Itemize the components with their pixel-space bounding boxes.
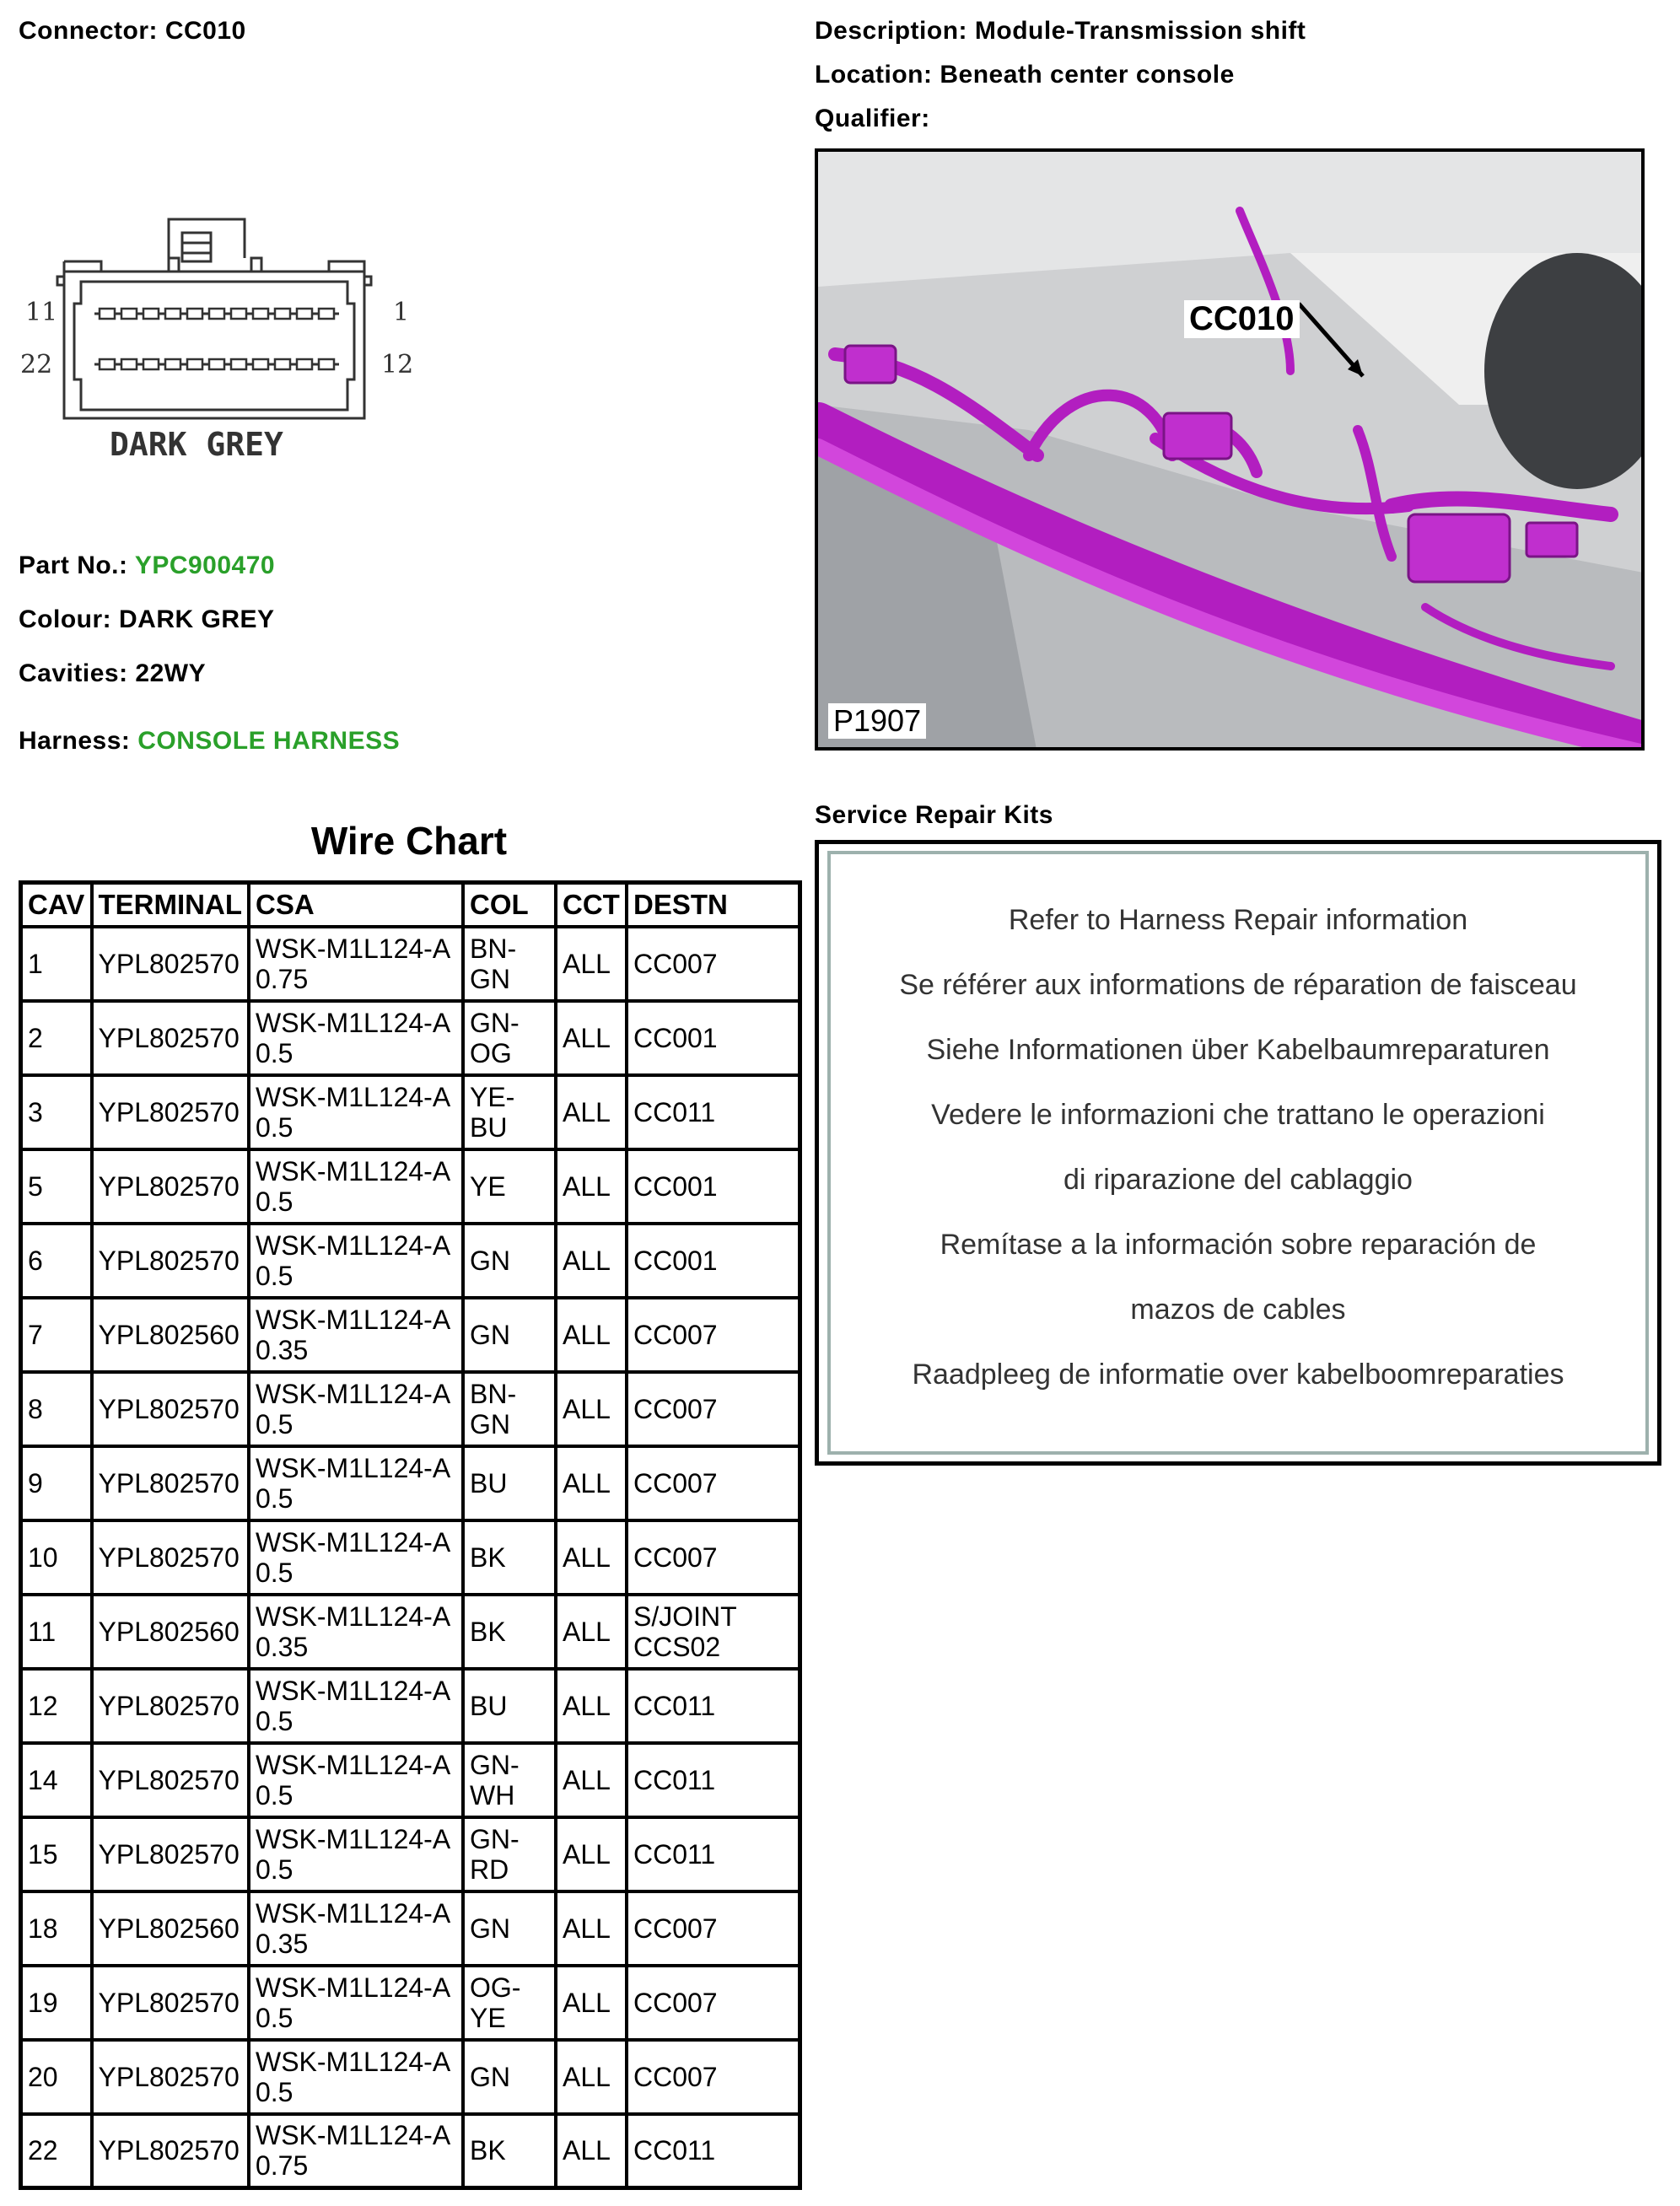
location-value: Beneath center console (940, 61, 1235, 89)
cell-cav: 10 (21, 1520, 92, 1595)
kits-line: mazos de cables (1130, 1294, 1346, 1326)
kits-line: Remítase a la información sobre reparación de (940, 1229, 1537, 1261)
cell-cct: ALL (556, 1446, 627, 1520)
cell-terminal: YPL802570 (92, 1669, 249, 1743)
column-header-terminal: TERMINAL (92, 883, 249, 927)
wire-chart-row (21, 1001, 800, 1075)
description-label: Description: (815, 17, 968, 45)
harness-line (19, 727, 400, 756)
kits-line: Se référer aux informations de réparation de faisceau (899, 969, 1577, 1001)
cell-cct: ALL (556, 1595, 627, 1669)
cell-csa: WSK-M1L124-A 0.5 (249, 1224, 463, 1298)
cell-cct: ALL (556, 1817, 627, 1891)
cell-csa: WSK-M1L124-A 0.5 (249, 1966, 463, 2040)
kits-line: di riparazione del cablaggio (1063, 1164, 1413, 1196)
wire-chart-row (21, 1298, 800, 1372)
connector-id: CC010 (164, 17, 246, 45)
cell-col: BK (463, 2114, 556, 2188)
column-header-destn: DESTN (627, 883, 800, 927)
cell-cct: ALL (556, 927, 627, 1001)
cell-cav: 8 (21, 1372, 92, 1446)
cavities-label: Cavities: (19, 659, 128, 687)
cell-cav: 3 (21, 1075, 92, 1149)
cell-destn: CC011 (627, 1669, 800, 1743)
cell-terminal: YPL802560 (92, 1298, 249, 1372)
cell-col: BN- GN (463, 1372, 556, 1446)
cell-terminal: YPL802570 (92, 1817, 249, 1891)
cell-cav: 6 (21, 1224, 92, 1298)
connector-face-diagram (17, 211, 422, 481)
service-kits-panel (815, 840, 1661, 1466)
cell-csa: WSK-M1L124-A 0.5 (249, 2040, 463, 2114)
service-kits-title: Service Repair Kits (815, 801, 1053, 829)
cell-terminal: YPL802570 (92, 2114, 249, 2188)
column-header-col: COL (463, 883, 556, 927)
cell-cct: ALL (556, 1520, 627, 1595)
cell-csa: WSK-M1L124-A 0.5 (249, 1075, 463, 1149)
cell-csa: WSK-M1L124-A 0.75 (249, 2114, 463, 2188)
cell-col: BU (463, 1446, 556, 1520)
part-number-link[interactable]: YPC900470 (134, 552, 276, 579)
cell-col: GN- RD (463, 1817, 556, 1891)
connector-location-photo (815, 148, 1645, 751)
cell-destn: CC007 (627, 1446, 800, 1520)
cell-terminal: YPL802570 (92, 1149, 249, 1224)
wire-chart-row (21, 1817, 800, 1891)
cell-csa: WSK-M1L124-A 0.5 (249, 1372, 463, 1446)
wire-chart-row (21, 1446, 800, 1520)
cell-csa: WSK-M1L124-A 0.5 (249, 1743, 463, 1817)
kits-line: Siehe Informationen über Kabelbaumreparaturen (926, 1034, 1550, 1066)
column-header-cct: CCT (556, 883, 627, 927)
cell-csa: WSK-M1L124-A 0.5 (249, 1446, 463, 1520)
cell-terminal: YPL802560 (92, 1891, 249, 1966)
cell-cav: 2 (21, 1001, 92, 1075)
part-number-label: Part No.: (19, 552, 128, 579)
cell-col: GN (463, 1891, 556, 1966)
cell-cct: ALL (556, 1372, 627, 1446)
cell-col: BK (463, 1595, 556, 1669)
cavities-value: 22WY (135, 659, 207, 687)
cell-cct: ALL (556, 1001, 627, 1075)
location-illustration (818, 152, 1645, 751)
cell-destn: CC007 (627, 1966, 800, 2040)
cell-cav: 19 (21, 1966, 92, 2040)
cell-csa: WSK-M1L124-A 0.5 (249, 1520, 463, 1595)
cell-destn: CC001 (627, 1224, 800, 1298)
cell-csa: WSK-M1L124-A 0.35 (249, 1298, 463, 1372)
cell-cct: ALL (556, 1075, 627, 1149)
wire-chart-row (21, 1520, 800, 1595)
cell-cct: ALL (556, 2114, 627, 2188)
cell-col: BK (463, 1520, 556, 1595)
wire-chart-row (21, 2040, 800, 2114)
wire-chart-row (21, 1595, 800, 1669)
locator-callout-label: CC010 (1184, 300, 1300, 338)
cell-terminal: YPL802570 (92, 1224, 249, 1298)
cell-destn: CC007 (627, 2040, 800, 2114)
cell-cct: ALL (556, 1891, 627, 1966)
wire-chart-row (21, 1891, 800, 1966)
cell-terminal: YPL802570 (92, 1372, 249, 1446)
cell-terminal: YPL802570 (92, 1743, 249, 1817)
connector-color-caption: DARK GREY (110, 426, 283, 463)
cell-terminal: YPL802560 (92, 1595, 249, 1669)
harness-label: Harness: (19, 727, 131, 755)
cell-csa: WSK-M1L124-A 0.35 (249, 1595, 463, 1669)
cell-destn: CC007 (627, 1372, 800, 1446)
cell-destn: CC007 (627, 1298, 800, 1372)
kits-line: Refer to Harness Repair information (1008, 904, 1468, 936)
cell-col: GN- OG (463, 1001, 556, 1075)
cell-cav: 1 (21, 927, 92, 1001)
cell-csa: WSK-M1L124-A 0.5 (249, 1001, 463, 1075)
qualifier-line (815, 105, 930, 133)
wire-chart-row (21, 1743, 800, 1817)
wire-chart-row (21, 1372, 800, 1446)
cell-cct: ALL (556, 1743, 627, 1817)
cell-destn: CC007 (627, 927, 800, 1001)
cell-destn: CC011 (627, 2114, 800, 2188)
cell-cav: 9 (21, 1446, 92, 1520)
cell-terminal: YPL802570 (92, 1075, 249, 1149)
cell-cct: ALL (556, 2040, 627, 2114)
cell-col: YE (463, 1149, 556, 1224)
harness-link[interactable]: CONSOLE HARNESS (137, 727, 401, 755)
pin-label-left-bottom: 22 (20, 350, 53, 379)
cell-col: GN (463, 2040, 556, 2114)
cell-csa: WSK-M1L124-A 0.35 (249, 1891, 463, 1966)
cell-cav: 14 (21, 1743, 92, 1817)
connector-outline-graphic (17, 211, 422, 481)
cell-cav: 11 (21, 1595, 92, 1669)
cell-cav: 22 (21, 2114, 92, 2188)
cell-cct: ALL (556, 1669, 627, 1743)
cell-terminal: YPL802570 (92, 1520, 249, 1595)
cell-cct: ALL (556, 1966, 627, 2040)
wire-chart-row (21, 1224, 800, 1298)
cell-destn: CC011 (627, 1075, 800, 1149)
cell-destn: CC007 (627, 1891, 800, 1966)
description-line (815, 17, 1306, 46)
cell-destn: S/JOINT CCS02 (627, 1595, 800, 1669)
cell-terminal: YPL802570 (92, 1446, 249, 1520)
cell-col: BU (463, 1669, 556, 1743)
column-header-cav: CAV (21, 883, 92, 927)
cell-cav: 15 (21, 1817, 92, 1891)
colour-label: Colour: (19, 605, 112, 633)
kits-line: Raadpleeg de informatie over kabelboomreparaties (912, 1359, 1564, 1391)
pin-label-left-top: 11 (25, 298, 58, 327)
cell-csa: WSK-M1L124-A 0.5 (249, 1669, 463, 1743)
wire-chart-row (21, 927, 800, 1001)
cell-col: GN (463, 1298, 556, 1372)
cell-destn: CC001 (627, 1149, 800, 1224)
wire-chart-row (21, 1149, 800, 1224)
wire-chart-row (21, 1669, 800, 1743)
cell-terminal: YPL802570 (92, 2040, 249, 2114)
wire-chart-table (19, 880, 802, 2190)
kits-line: Vedere le informazioni che trattano le operazioni (931, 1099, 1545, 1131)
column-header-csa: CSA (249, 883, 463, 927)
wire-chart-row (21, 2114, 800, 2188)
cell-col: BN- GN (463, 927, 556, 1001)
cell-col: GN (463, 1224, 556, 1298)
description-value: Module-Transmission shift (974, 17, 1306, 45)
cell-destn: CC007 (627, 1520, 800, 1595)
cell-csa: WSK-M1L124-A 0.75 (249, 927, 463, 1001)
cell-cct: ALL (556, 1224, 627, 1298)
cell-destn: CC011 (627, 1817, 800, 1891)
part-number-line (19, 552, 275, 580)
cell-destn: CC001 (627, 1001, 800, 1075)
cell-csa: WSK-M1L124-A 0.5 (249, 1817, 463, 1891)
cell-terminal: YPL802570 (92, 1966, 249, 2040)
connector-label: Connector: (19, 17, 158, 45)
service-kits-text (831, 888, 1645, 1407)
location-line (815, 61, 1235, 89)
cell-cav: 12 (21, 1669, 92, 1743)
image-reference-code: P1907 (828, 703, 926, 739)
colour-value: DARK GREY (118, 605, 275, 633)
pin-label-right-bottom: 12 (381, 350, 414, 379)
connector-heading (19, 17, 246, 46)
cell-cav: 20 (21, 2040, 92, 2114)
cavities-line (19, 659, 206, 688)
cell-csa: WSK-M1L124-A 0.5 (249, 1149, 463, 1224)
wire-chart-row (21, 1966, 800, 2040)
colour-line (19, 605, 275, 634)
cell-col: GN- WH (463, 1743, 556, 1817)
cell-cav: 7 (21, 1298, 92, 1372)
cell-terminal: YPL802570 (92, 927, 249, 1001)
qualifier-label: Qualifier: (815, 105, 930, 132)
wire-chart-header-row (21, 883, 800, 927)
cell-col: YE- BU (463, 1075, 556, 1149)
cell-col: OG- YE (463, 1966, 556, 2040)
cell-cct: ALL (556, 1149, 627, 1224)
cell-cct: ALL (556, 1298, 627, 1372)
location-label: Location: (815, 61, 933, 89)
wire-chart-title: Wire Chart (310, 819, 508, 863)
cell-cav: 18 (21, 1891, 92, 1966)
cell-cav: 5 (21, 1149, 92, 1224)
wire-chart-row (21, 1075, 800, 1149)
pin-label-right-top: 1 (393, 298, 410, 327)
cell-terminal: YPL802570 (92, 1001, 249, 1075)
cell-destn: CC011 (627, 1743, 800, 1817)
service-kits-inner-frame (827, 851, 1649, 1455)
